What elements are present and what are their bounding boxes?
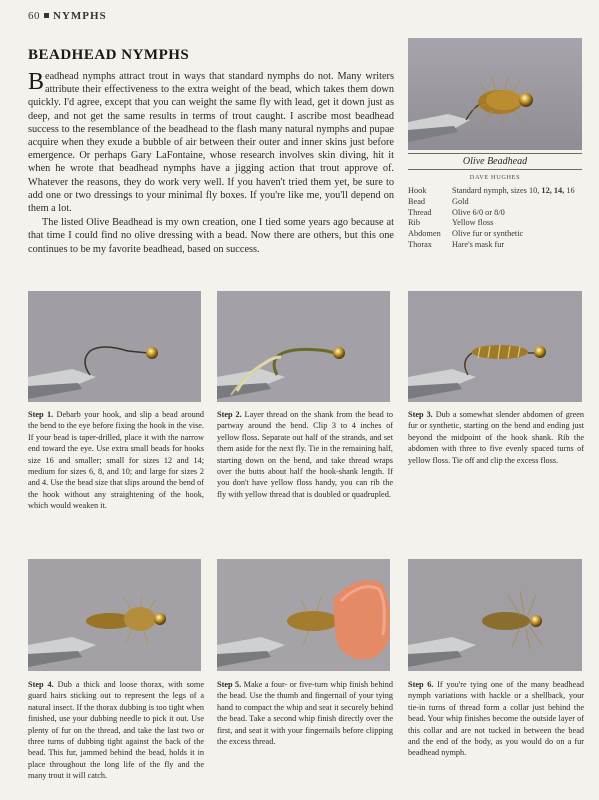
step-5-photo: [217, 559, 390, 671]
recipe-value: Hare's mask fur: [452, 239, 505, 249]
step-3-caption: [408, 409, 584, 466]
recipe-key: Hook: [408, 186, 427, 195]
recipe-value: Olive 6/0 or 8/0: [452, 207, 505, 217]
recipe-value-bold: 12, 14,: [541, 186, 565, 195]
step-5-caption: [217, 679, 393, 747]
step-4-caption: [28, 679, 204, 782]
recipe-key: Thread: [408, 207, 432, 217]
step-4-photo: [28, 559, 201, 671]
recipe-key: Rib: [408, 218, 420, 228]
running-head: [28, 10, 107, 22]
recipe-row-bead: [408, 197, 582, 208]
recipe-row-thread: [408, 208, 582, 219]
recipe-row-abdomen: [408, 229, 582, 240]
intro-paragraph-1: eadhead nymphs attract trout in ways that standard nymphs do not. Many writers attribute their effectiveness to the extra weight of the bead, which takes them down quickly. I'd agree, except that you can weight the same fly with lead, get it down just as deep, and not get the same results in terms of trout caught. I ascribe most beadhead success to the resemblance of the beadhead to the flash many natural nymphs and pupae acquire when they exude a bubble of air between their outer and inner skins just before emergence. Or perhaps Gary LaFontaine, whose research involves skin diving, hit it when he wrote that beadhead nymphs have a jigging action that trout approve of. Whatever the reasons, they do work very well. If you haven't tried them yet, be sure to add one or two dressings to your minimal fly boxes. If you're like me, you'll depend on them a lot.: [28, 71, 394, 215]
step-1-photo: [28, 291, 201, 402]
step-6-photo: [408, 559, 582, 671]
recipe-key: Bead: [408, 196, 426, 206]
step-label: Step 1.: [28, 410, 54, 419]
step-3-photo: [408, 291, 582, 402]
separator-square-icon: [44, 13, 49, 18]
recipe-value-text: Standard nymph, sizes 10,: [452, 186, 542, 195]
step-label: Step 4.: [28, 680, 54, 689]
step-text: Debarb your hook, and slip a bead around the bend to the eye before fixing the hook in the vise. If your bead is taper-drilled, place it with the narrow end toward the eye. Use extra small beads for hooks size 16 and smaller; small for sizes 12 and 14; medium for sizes 6, 8, and 10; and large for sizes 2 and 4. Use the bead size that slips around the bend of the hook without any straightening of the hook, which would weaken it.: [28, 410, 204, 511]
recipe-value: Yellow floss: [452, 218, 494, 228]
step-text: Layer thread on the shank from the bead to partway around the bend. Clip 3 to 4 inches of yellow floss. Separate out half of the strands, and set them aside for the next fly. Tie in the remaining half, starting down on the bend, and take thread wraps over the butts about half the hook-shank length. If you don't have yellow floss handy, you can rib the fly with yellow thread that is doubled or quadrupled.: [217, 410, 394, 499]
finished-fly-photo: [408, 38, 582, 150]
step-label: Step 3.: [408, 410, 433, 419]
step-text: Dub a somewhat slender abdomen of green fur or synthetic, starting on the bend and ending just beyond the midpoint of the hook shank. Rib the abdomen with three to five evenly spaced turns of yellow floss. Tie off and clip the excess floss.: [408, 410, 585, 465]
section-name: NYMPHS: [53, 10, 107, 22]
recipe-card: [408, 153, 582, 251]
step-label: Step 6.: [408, 680, 434, 689]
page-title: BEADHEAD NYMPHS: [28, 47, 190, 63]
recipe-key: Thorax: [408, 239, 432, 249]
page-number: 60: [28, 10, 40, 22]
step-label: Step 2.: [217, 410, 242, 419]
step-text: Dub a thick and loose thorax, with some guard hairs sticking out to represent the legs of a natural insect. If the thorax dubbing is too tight when finished, use your dubbing needle to pick it out. Use plenty of fur on the thread, and take the last two or three turns of dubbing tight against the back of the bead. This fur, jammed behind the bead, holds it in place throughout the long life of the fly and the many trout it will catch.: [28, 680, 204, 781]
recipe-author: DAVE HUGHES: [469, 174, 521, 181]
recipe-row-rib: [408, 218, 582, 229]
step-1-caption: [28, 409, 204, 512]
step-label: Step 5.: [217, 680, 242, 689]
recipe-row-thorax: [408, 240, 582, 251]
step-text: If you're tying one of the many beadhead nymph variations with hackle or a shellback, your tie-in turns of thread form a collar just behind the bead. Your whip finishes become the outside layer of this collar and are not tucked in between the bead and the end of the body, as you would do on a fur beadhead nymph.: [408, 680, 584, 758]
recipe-row-hook: [408, 186, 582, 197]
recipe-value: Olive fur or synthetic: [452, 229, 524, 239]
step-2-caption: [217, 409, 393, 500]
recipe-value: [452, 186, 582, 197]
recipe-key: Abdomen: [408, 229, 441, 239]
recipe-title: Olive Beadhead: [408, 153, 582, 170]
recipe-value-text: 16: [564, 186, 575, 195]
intro-paragraph-2: The listed Olive Beadhead is my own creation, one I tied some years ago because at that time I could find no olive dressing with a bead. Now there are others, but this one continues to be my favorite beadhead, based on success.: [28, 217, 394, 255]
recipe-value: Gold: [452, 196, 469, 206]
intro-text: [28, 70, 394, 257]
step-2-photo: [217, 291, 390, 402]
step-text: Make a four- or five-turn whip finish behind the bead. Use the thumb and fingernail of your tying hand to compact the whip and seat it securely behind the bead. Take a second whip finish directly over the first, and seat it with your fingernails before clipping the excess thread.: [217, 680, 394, 747]
step-6-caption: [408, 679, 584, 759]
drop-cap: B: [28, 69, 45, 95]
